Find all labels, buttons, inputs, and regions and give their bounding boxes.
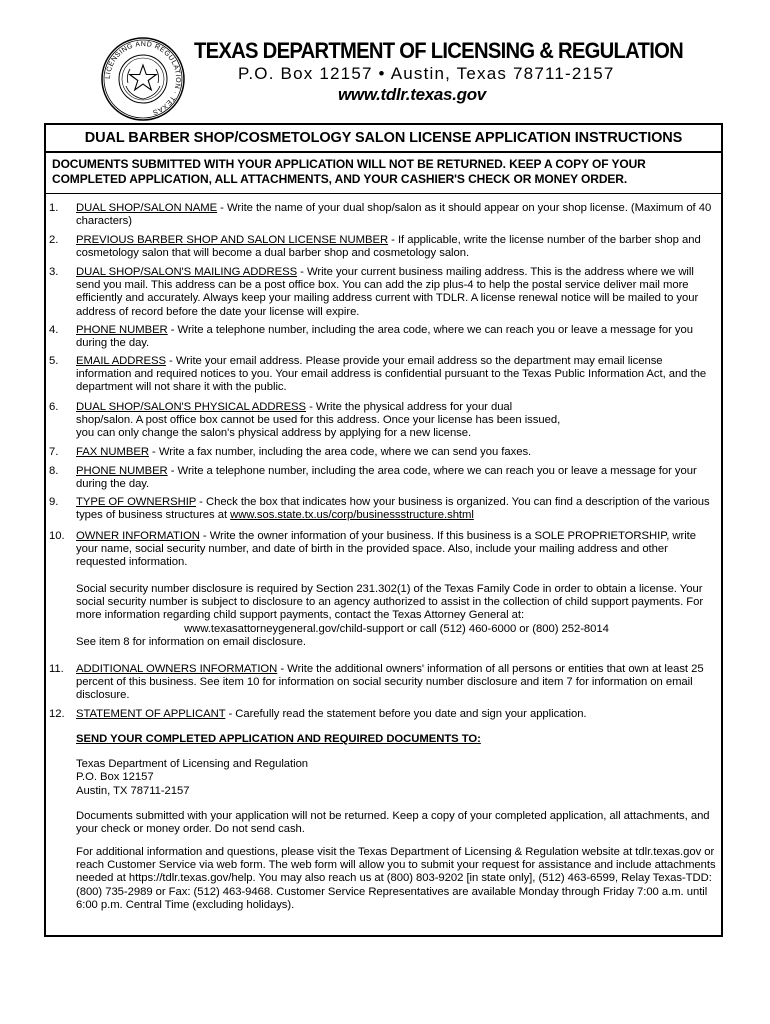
item-number: 4. xyxy=(49,324,59,336)
agency-header xyxy=(194,38,683,105)
item-number: 6. xyxy=(49,401,59,413)
item-heading: OWNER INFORMATION xyxy=(76,530,200,542)
item-heading: DUAL SHOP/SALON'S PHYSICAL ADDRESS xyxy=(76,401,307,413)
see-item-note: See item 8 for information on email disclosure. xyxy=(76,635,306,648)
item-heading: PHONE NUMBER xyxy=(76,465,168,477)
item-text: - If applicable, write the license number of the barber shop and cosmetology salon that will become a dual barber shop and cosmetology salon. xyxy=(76,234,701,260)
item-text: - Check the box that indicates how your business is organized. You can find a description of the various types of business structures at xyxy=(76,496,710,522)
mailing-line-3: Austin, TX 78711-2157 xyxy=(76,784,190,797)
svg-text:LICENSING AND REGULATION · TEX: LICENSING AND REGULATION · TEXAS xyxy=(104,40,182,116)
ssn-paragraph: Social security number disclosure is required by Section 231.302(1) of the Texas Family Code in order to obtain a license. Your social security number is subject to disclosure to an agency authorized to assist in the collection of child support payments. For more information regarding child support payments, contact the Texas Attorney General at: xyxy=(76,583,704,622)
item-text: - Write a fax number, including the area code, where we can send you faxes. xyxy=(148,446,532,458)
mailing-line-2: P.O. Box 12157 xyxy=(76,771,154,784)
keep-copy-paragraph: Documents submitted with your application will not be returned. Keep a copy of your completed application, all attachments, and your check or money order. Do not send cash. xyxy=(76,810,710,836)
item-text: - Write the additional owners' information of all persons or entities that own at least 25 percent of this business. See item 10 for information on social security number disclosure and item 7 for information on email disclosure. xyxy=(76,663,704,702)
item-text: - Write your email address. Please provide your email address so the department may email license information and required notices to you. Your email address is confidential pursuant to the Texas Public Information Act, and the department will not share it with the public. xyxy=(76,355,707,394)
mailing-line-1: Texas Department of Licensing and Regulation xyxy=(76,758,309,771)
item-number: 8. xyxy=(49,465,59,477)
item-text: - Write a telephone number, including the area code, where we can reach you or leave a message for you during the day. xyxy=(76,324,693,350)
send-to-heading: SEND YOUR COMPLETED APPLICATION AND REQUIRED DOCUMENTS TO: xyxy=(76,733,481,745)
item-heading: FAX NUMBER xyxy=(76,446,149,458)
agency-name: TEXAS DEPARTMENT OF LICENSING & REGULATION xyxy=(194,38,683,63)
item-heading: STATEMENT OF APPLICANT xyxy=(76,708,226,720)
item-number: 9. xyxy=(49,496,59,508)
item-text: - Write a telephone number, including the area code, where we can reach you or leave a message for your during the day. xyxy=(76,465,697,491)
item-heading: DUAL SHOP/SALON NAME xyxy=(76,202,218,214)
notice-text: DOCUMENTS SUBMITTED WITH YOUR APPLICATION WILL NOT BE RETURNED. KEEP A COPY OF YOUR COMPLETED APPLICATION, ALL ATTACHMENTS, AND YOUR CASHIER'S CHECK OR MONEY ORDER. xyxy=(46,153,721,194)
item-number: 10. xyxy=(49,530,65,542)
tdlr-seal-logo xyxy=(100,36,186,122)
item-text: - Carefully read the statement before you date and sign your application. xyxy=(225,708,587,720)
item-number: 2. xyxy=(49,234,59,246)
item-text: - Write the owner information of your business. If this business is a SOLE PROPRIETORSHIP, write your name, social security number, and date of birth in the provided space. Also, include your mailing address and other requested information. xyxy=(76,530,697,569)
item-number: 5. xyxy=(49,355,59,367)
ssn-disclosure xyxy=(76,583,717,649)
item-number: 12. xyxy=(49,708,65,720)
document-title: DUAL BARBER SHOP/COSMETOLOGY SALON LICENSE APPLICATION INSTRUCTIONS xyxy=(46,125,721,153)
agency-address: P.O. Box 12157 • Austin, Texas 78711-2157 xyxy=(238,64,615,83)
item-heading: TYPE OF OWNERSHIP xyxy=(76,496,197,508)
item-text: - Write the physical address for your dual shop/salon. A post office box cannot be used for this address. Once your license has been issued, you can only change the salon's physical address by applying for a new license. xyxy=(76,401,561,440)
item-number: 1. xyxy=(49,202,59,214)
item-number: 11. xyxy=(49,663,64,675)
item-heading: EMAIL ADDRESS xyxy=(76,355,166,367)
item-heading: DUAL SHOP/SALON'S MAILING ADDRESS xyxy=(76,266,298,278)
item-text: - Write your current business mailing address. This is the address where we will send you mail. This address can be a post office box. You can add the zip plus-4 to help the postal service deliver mail more efficiently and accurately. Always keep your mailing address current with TDLR. A license renewal notice will be mailed to your address of record before the date your license will expire. xyxy=(76,266,699,318)
instructions-box xyxy=(44,123,723,937)
item-heading: PREVIOUS BARBER SHOP AND SALON LICENSE NUMBER xyxy=(76,234,389,246)
send-to-section xyxy=(76,733,717,798)
business-structure-link[interactable]: www.sos.state.tx.us/corp/businessstructure.shtml xyxy=(230,509,474,522)
contact-info-paragraph: For additional information and questions, please visit the Texas Department of Licensing & Regulation website at tdlr.texas.gov or reach Customer Service via web form. The web form will allow you to submit your request for assistance and include attachments needed at https://tdlr.texas.gov/help. You may also reach us at (800) 803-9202 [in state only], (512) 463-6599, Relay Texas-TDD: (800) 735-2989 or Fax: (512) 463-9468. Customer Service Representatives are available Monday through Friday 7:00 a.m. until 6:00 p.m. Central Time (excluding holidays). xyxy=(76,846,716,911)
item-number: 3. xyxy=(49,266,59,278)
item-number: 7. xyxy=(49,446,59,458)
item-text: - Write the name of your dual shop/salon as it should appear on your shop license. (Maximum of 40 characters) xyxy=(76,202,712,228)
item-heading: ADDITIONAL OWNERS INFORMATION xyxy=(76,663,278,675)
agency-website[interactable]: www.tdlr.texas.gov xyxy=(338,85,486,104)
item-heading: PHONE NUMBER xyxy=(76,324,168,336)
star-icon xyxy=(130,65,157,90)
child-support-contact: www.texasattorneygeneral.gov/child-support or call (512) 460-6000 or (800) 252-8014 xyxy=(184,622,609,635)
